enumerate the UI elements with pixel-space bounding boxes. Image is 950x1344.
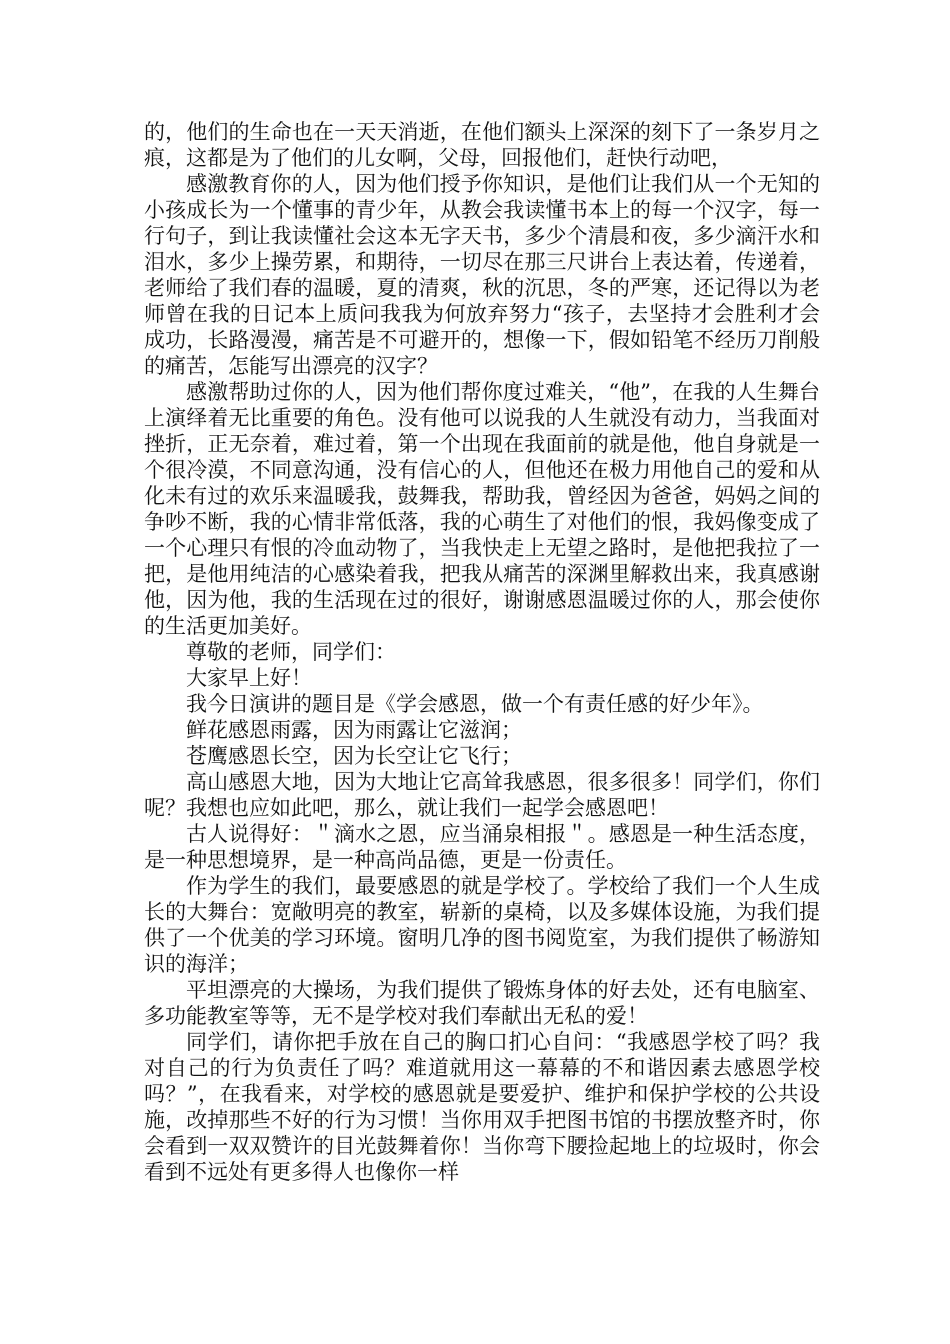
paragraph-3: 感激帮助过你的人，因为他们帮你度过难关，“他”，在我的人生舞台上演绎着无比重要的角色。没有他可以说我的人生就没有动力，当我面对挫折，正无奈着，难过着，第一个出现在我面前的就是他，他自身就是一个很冷漠，不同意沟通，没有信心的人，但他还在极力用他自己的爱和从化未有过的欢乐来温暖我，鼓舞我，帮助我，曾经因为爸爸，妈妈之间的争吵不断，我的心情非常低落，我的心萌生了对他们的恨，我妈像变成了一个心理只有恨的冷血动物了，当我快走上无望之路时，是他把我拉了一把，是他用纯洁的心感染着我，把我从痛苦的深渊里解救出来，我真感谢他，因为他，我的生活现在过的很好，谢谢感恩温暖过你的人，那会使你的生活更加美好。 xyxy=(144,380,820,638)
paragraph-11: 作为学生的我们，最要感恩的就是学校了。学校给了我们一个人生成长的大舞台：宽敞明亮的教室，崭新的桌椅，以及多媒体设施，为我们提供了一个优美的学习环境。窗明几净的图书阅览室，为我们提供了畅游知识的海洋； xyxy=(144,874,820,976)
paragraph-8: 苍鹰感恩长空，因为长空让它飞行； xyxy=(186,744,522,768)
paragraph-7: 鲜花感恩雨露，因为雨露让它滋润； xyxy=(186,718,522,742)
paragraph-6: 我今日演讲的题目是《学会感恩，做一个有责任感的好少年》。 xyxy=(186,692,764,716)
paragraph-9: 高山感恩大地，因为大地让它高耸我感恩，很多很多！同学们，你们呢？我想也应如此吧，那么，就让我们一起学会感恩吧！ xyxy=(144,770,820,820)
paragraph-4: 尊敬的老师，同学们： xyxy=(186,640,396,664)
paragraph-12: 平坦漂亮的大操场，为我们提供了锻炼身体的好去处，还有电脑室、多功能教室等等，无不是学校对我们奉献出无私的爱！ xyxy=(144,978,820,1028)
document-page xyxy=(144,119,820,1185)
paragraph-2: 感激教育你的人，因为他们授予你知识，是他们让我们从一个无知的小孩成长为一个懂事的青少年，从教会我读懂书本上的每一个汉字，每一行句子，到让我读懂社会这本无字天书，多少个清晨和夜，多少滴汗水和泪水，多少上操劳累，和期待，一切尽在那三尺讲台上表达着，传递着，老师给了我们春的温暖，夏的清爽，秋的沉思，冬的严寒，还记得以为老师曾在我的日记本上质问我我为何放弃努力“孩子，去坚持才会胜利才会成功，长路漫漫，痛苦是不可避开的，想像一下，假如铅笔不经历刀削般的痛苦，怎能写出漂亮的汉字？ xyxy=(144,172,820,378)
paragraph-13: 同学们，请你把手放在自己的胸口扪心自问：“我感恩学校了吗？我对自己的行为负责任了吗？难道就用这一幕幕的不和谐因素去感恩学校吗？”，在我看来，对学校的感恩就是要爱护、维护和保护学校的公共设施，改掉那些不好的行为习惯！当你用双手把图书馆的书摆放整齐时，你会看到一双双赞许的目光鼓舞着你！当你弯下腰捡起地上的垃圾时，你会看到不远处有更多得人也像你一样 xyxy=(144,1030,820,1184)
paragraph-10: 古人说得好：＂滴水之恩，应当涌泉相报＂。感恩是一种生活态度，是一种思想境界，是一种高尚品德，更是一份责任。 xyxy=(144,822,820,872)
paragraph-1: 的，他们的生命也在一天天消逝，在他们额头上深深的刻下了一条岁月之痕，这都是为了他们的儿女啊，父母，回报他们，赶快行动吧， xyxy=(144,120,820,170)
paragraph-5: 大家早上好！ xyxy=(186,666,312,690)
